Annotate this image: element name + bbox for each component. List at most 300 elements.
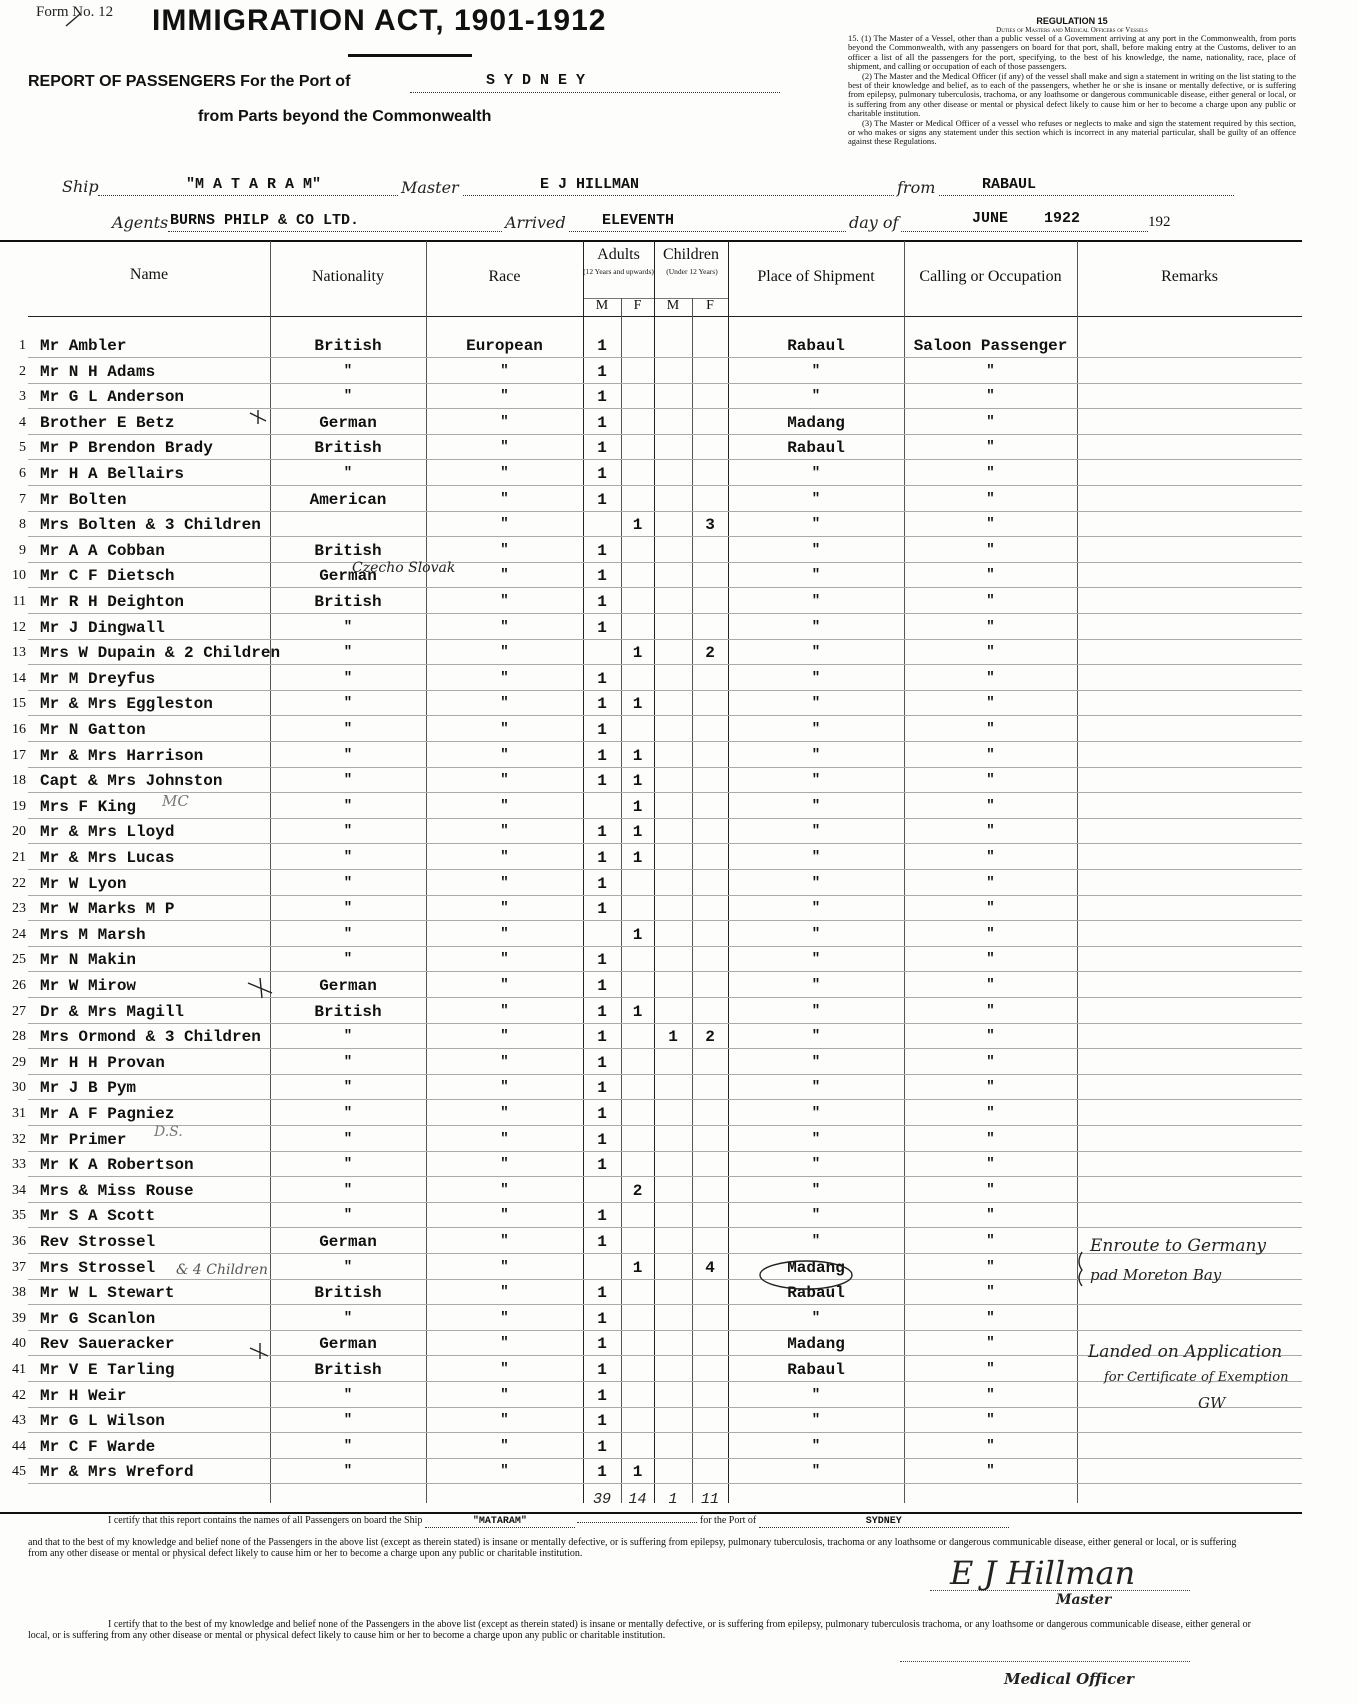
adult-male-count: 1 [597, 1361, 607, 1379]
place-of-shipment: " [811, 1309, 821, 1326]
passenger-nationality: British [314, 337, 382, 355]
calling-or-occupation: " [986, 849, 995, 865]
calling-or-occupation: " [986, 1335, 995, 1352]
passenger-race: " [500, 977, 509, 993]
passenger-race: " [500, 618, 509, 635]
brace-remark-36 [1079, 1252, 1082, 1286]
passenger-nationality: " [343, 618, 353, 635]
place-of-shipment: " [811, 1002, 821, 1019]
passenger-nationality: " [343, 849, 353, 865]
col-header-remarks: Remarks [1161, 268, 1218, 285]
passenger-name: Rev Saueracker [40, 1335, 175, 1354]
passenger-name: Capt & Mrs Johnston [40, 772, 223, 791]
row-number: 14 [12, 670, 26, 686]
place-of-shipment: " [811, 900, 821, 917]
passenger-name: Mr H Weir [40, 1386, 127, 1405]
adult-female-count: 1 [632, 695, 643, 714]
row-number: 39 [12, 1310, 26, 1326]
calling-or-occupation: " [986, 1412, 995, 1429]
remark-row-36: Enroute to Germany [1090, 1236, 1267, 1256]
passenger-name: Mr & Mrs Lloyd [40, 823, 175, 842]
passenger-name: Mr J B Pym [40, 1079, 137, 1098]
passenger-name: Mr A F Pagniez [40, 1105, 175, 1123]
passenger-name: Mr K A Robertson [40, 1156, 194, 1175]
annotation-row-32: D.S. [154, 1124, 183, 1140]
passenger-name: Mrs Strossel [40, 1258, 156, 1277]
row-number: 30 [12, 1080, 26, 1096]
adult-female-count: 1 [632, 925, 643, 944]
regulation-subtitle: Duties of Masters and Medical Officers of Vessels [996, 26, 1148, 34]
adult-male-count: 1 [597, 1079, 607, 1098]
place-of-shipment: " [811, 1233, 821, 1249]
from-value: RABAUL [982, 176, 1037, 193]
adult-male-count: 1 [597, 669, 607, 688]
passenger-name: Mr G L Wilson [40, 1412, 165, 1431]
col-header-race: Race [488, 268, 521, 285]
row-number: 18 [12, 773, 26, 789]
passenger-nationality: British [314, 439, 382, 458]
place-of-shipment: " [811, 465, 821, 481]
passenger-name: Mr W Marks M P [40, 900, 175, 919]
annotation-row-19: MC [162, 792, 189, 810]
col-header-children: Children [663, 246, 719, 263]
adult-male-count: 1 [597, 1437, 607, 1456]
passenger-name: Dr & Mrs Magill [40, 1002, 185, 1021]
place-of-shipment: Madang [787, 1258, 845, 1277]
row-number: 29 [12, 1054, 26, 1070]
passenger-nationality: " [343, 695, 353, 712]
agents-label: Agents [112, 213, 169, 232]
place-of-shipment: " [811, 746, 821, 763]
passenger-race: " [500, 900, 509, 917]
passenger-name: Mr R H Deighton [40, 593, 185, 611]
passenger-race: " [500, 1002, 509, 1019]
col-header-adults: Adults [597, 246, 640, 263]
medical-sign-label: Medical Officer [1004, 1670, 1134, 1688]
calling-or-occupation: " [986, 1233, 995, 1249]
row-number: 1 [19, 338, 26, 353]
passenger-nationality: " [343, 823, 353, 840]
passenger-name: Mr & Mrs Lucas [40, 849, 175, 867]
row-number: 15 [12, 696, 26, 712]
passenger-nationality: " [343, 1156, 353, 1173]
place-of-shipment: " [811, 618, 821, 635]
col-header-adults-sub: (12 Years and upwards) [583, 267, 654, 276]
row-number: 27 [12, 1003, 26, 1019]
adult-male-count: 1 [597, 951, 607, 970]
passenger-nationality: British [314, 1361, 382, 1379]
adult-female-count: 1 [632, 772, 643, 791]
calling-or-occupation: " [986, 772, 995, 789]
passenger-race: " [500, 823, 509, 840]
passenger-name: Mr C F Dietsch [40, 567, 175, 586]
month-year-value: JUNE 1922 [972, 210, 1081, 227]
medical-certification: I certify that to the best of my knowledge and belief none of the Passengers in the above list (except as therein stated) is insane or mentally defective, or is suffering from epilepsy, pulmonary tuberculosis trachoma, or any loathsome or dangerous communicable disease, either general or local, or is suffering from any other disease or mental or physical defect likely to cause him or her to become a charge upon any public or charitable institution. [28, 1619, 1251, 1641]
place-of-shipment: " [811, 1053, 821, 1070]
passenger-race: " [500, 1412, 509, 1429]
day-of-label: day of [846, 213, 901, 232]
calling-or-occupation: " [986, 721, 995, 737]
passenger-nationality: " [343, 1028, 353, 1045]
row-number: 34 [12, 1182, 26, 1198]
passenger-race: " [500, 1335, 509, 1352]
passenger-name: Mr Primer [40, 1130, 127, 1149]
calling-or-occupation: " [986, 1156, 995, 1173]
passenger-name: Mr J Dingwall [40, 618, 165, 637]
row-number: 4 [19, 414, 26, 430]
passenger-name: Mr S A Scott [40, 1207, 156, 1226]
passenger-race: " [500, 362, 509, 379]
passenger-race: " [500, 1437, 509, 1454]
total-adult-m: 39 [592, 1491, 611, 1508]
passenger-nationality: " [343, 1412, 353, 1429]
passenger-nationality: " [343, 1258, 353, 1275]
passenger-name: Mr Bolten [40, 490, 127, 509]
passenger-race: " [500, 541, 509, 558]
passenger-nationality: " [343, 1207, 353, 1224]
adult-male-count: 1 [597, 618, 607, 637]
passenger-name: Mr W L Stewart [40, 1284, 175, 1303]
circle-madang-row-37 [760, 1261, 852, 1289]
adult-female-count: 1 [632, 797, 643, 816]
calling-or-occupation: " [986, 1053, 995, 1070]
col-header-child-f: F [706, 298, 714, 313]
adult-male-count: 1 [597, 1233, 607, 1251]
calling-or-occupation: " [986, 1079, 995, 1096]
row-number: 8 [19, 517, 26, 533]
passenger-name: Mrs M Marsh [40, 925, 146, 944]
row-number: 32 [12, 1131, 26, 1147]
passenger-name: Mr M Dreyfus [40, 669, 156, 688]
calling-or-occupation: " [986, 388, 995, 405]
passenger-name: Mr Ambler [40, 337, 127, 355]
calling-or-occupation: " [986, 1284, 995, 1301]
passenger-race: " [500, 1207, 509, 1224]
tick-mark-form [66, 14, 80, 26]
calling-or-occupation: " [986, 925, 995, 942]
passenger-race: " [500, 874, 509, 891]
calling-or-occupation: " [986, 977, 995, 993]
passenger-name: Rev Strossel [40, 1233, 156, 1251]
passenger-race: " [500, 388, 509, 405]
place-of-shipment: " [811, 541, 821, 558]
adult-male-count: 1 [597, 1335, 607, 1354]
adult-male-count: 1 [597, 874, 607, 893]
place-of-shipment: " [811, 1130, 821, 1147]
calling-or-occupation: " [986, 1437, 995, 1454]
passenger-race: " [500, 644, 509, 661]
cross-mark-row-4 [250, 410, 266, 424]
calling-or-occupation: " [986, 362, 995, 379]
adult-male-count: 1 [597, 1412, 607, 1431]
adult-male-count: 1 [597, 900, 607, 919]
adult-male-count: 1 [597, 1105, 607, 1123]
passenger-nationality: " [343, 1463, 353, 1480]
report-label: REPORT OF PASSENGERS For the Port of [28, 73, 351, 90]
passenger-race: " [500, 1181, 509, 1198]
passenger-name: Mrs Ormond & 3 Children [40, 1028, 261, 1047]
row-number: 9 [19, 542, 26, 558]
adult-male-count: 1 [597, 721, 607, 739]
calling-or-occupation: " [986, 516, 995, 533]
calling-or-occupation: " [986, 1386, 995, 1403]
passenger-name: Mrs F King [40, 797, 137, 816]
passenger-nationality: " [343, 388, 353, 405]
col-header-calling: Calling or Occupation [919, 268, 1062, 285]
passenger-nationality: British [314, 1002, 382, 1021]
calling-or-occupation: " [986, 490, 995, 507]
passenger-name: Mr N Gatton [40, 721, 146, 739]
row-number: 36 [12, 1234, 26, 1249]
passenger-nationality: " [343, 465, 353, 481]
passenger-nationality: British [314, 541, 382, 560]
adult-female-count: 1 [632, 1463, 643, 1482]
calling-or-occupation: " [986, 695, 995, 712]
calling-or-occupation: " [986, 1181, 995, 1198]
col-header-adult-f: F [633, 298, 642, 313]
place-of-shipment: Rabaul [787, 337, 845, 355]
row-number: 22 [12, 875, 26, 891]
document-title: IMMIGRATION ACT, 1901-1912 [152, 4, 607, 37]
row-number: 35 [12, 1208, 26, 1224]
adult-female-count: 1 [632, 644, 643, 663]
arrived-label: Arrived [502, 213, 569, 232]
calling-or-occupation: " [986, 1258, 995, 1275]
passenger-nationality: " [343, 644, 353, 661]
adult-male-count: 1 [597, 1028, 607, 1047]
passenger-race: " [500, 490, 509, 507]
passenger-race: " [500, 746, 509, 763]
row-number: 40 [12, 1336, 26, 1352]
passenger-nationality: " [343, 874, 353, 891]
passenger-race: " [500, 1386, 509, 1403]
port-value: S Y D N E Y [486, 72, 586, 89]
passenger-race: " [500, 1284, 509, 1301]
calling-or-occupation: " [986, 669, 995, 686]
passenger-race: " [500, 1105, 509, 1121]
place-of-shipment: " [811, 593, 821, 609]
total-adult-f: 14 [628, 1491, 647, 1508]
regulation-para-1: 15. (1) The Master of a Vessel, other than a public vessel of a Government arriving at any port in the Commonwealth, from ports beyond the Commonwealth, with any passengers on board for that port, shall, before making entry at the Customs, deliver to an officer a list of all the passengers for the port, specifying, to the best of his knowledge, the name, nationality, race, place of shipment, and calling or occupation of each of those passengers. [848, 33, 1296, 72]
row-number: 28 [12, 1029, 26, 1045]
passenger-race: " [500, 567, 509, 584]
passenger-name: Mr & Mrs Eggleston [40, 695, 213, 714]
calling-or-occupation: " [986, 465, 995, 481]
passenger-race: " [500, 669, 509, 686]
place-of-shipment: Rabaul [787, 439, 845, 458]
passenger-race: " [500, 1028, 509, 1045]
agents-value: BURNS PHILP & CO LTD. [170, 212, 360, 229]
place-of-shipment: " [811, 388, 821, 405]
passenger-race: " [500, 1156, 509, 1173]
row-number: 43 [12, 1413, 26, 1429]
place-of-shipment: " [811, 1412, 821, 1429]
passenger-name: Mrs & Miss Rouse [40, 1181, 194, 1200]
cert1-ship: "MATARAM" [425, 1516, 575, 1528]
passenger-nationality: American [309, 490, 387, 509]
calling-or-occupation: " [986, 541, 995, 558]
passenger-nationality: " [343, 1079, 353, 1096]
passenger-nationality: German [319, 1335, 377, 1354]
regulation-para-2: (2) The Master and the Medical Officer (if any) of the vessel shall make and sign a statement in writing on the list stating to the best of their knowledge and belief, as to each of the passengers, whether he or she is insane or mentally defective, or is suffering from epilepsy, pulmonary tuberculosis, trachoma, or any loathsome or dangerous communicable disease, either general or local, or is suffering from any other disease or mental or physical defect likely to cause him or her to become a charge upon any public or charitable institution. [848, 70, 1296, 119]
col-header-child-m: M [666, 298, 680, 313]
arrived-value: ELEVENTH [602, 212, 675, 229]
row-number: 10 [12, 568, 26, 584]
row-number: 23 [12, 901, 26, 917]
cert1-text-b: for the Port of [699, 1515, 757, 1526]
place-of-shipment: Madang [787, 413, 845, 432]
row-number: 19 [12, 798, 26, 814]
adult-male-count: 1 [597, 439, 607, 458]
row-number: 25 [12, 952, 26, 968]
child-female-count: 2 [705, 644, 715, 663]
passenger-race: " [500, 721, 509, 737]
passenger-race: " [500, 925, 509, 942]
passenger-name: Mr G L Anderson [40, 388, 185, 407]
ship-value: "M A T A R A M" [186, 176, 322, 193]
row-number: 37 [12, 1259, 26, 1275]
adult-male-count: 1 [597, 1053, 607, 1072]
cross-mark-row-26 [248, 978, 272, 998]
row-number: 31 [12, 1106, 26, 1121]
passenger-nationality: German [319, 413, 377, 432]
passenger-name: Mr G Scanlon [40, 1309, 156, 1328]
passenger-race: " [500, 797, 509, 814]
adult-male-count: 1 [597, 1463, 607, 1482]
col-header-nationality: Nationality [312, 268, 384, 285]
passenger-nationality: British [314, 593, 382, 611]
passenger-race: " [500, 516, 509, 533]
calling-or-occupation: " [986, 874, 995, 891]
place-of-shipment: " [811, 1437, 821, 1454]
calling-or-occupation: " [986, 746, 995, 763]
passenger-name: Mr C F Warde [40, 1437, 156, 1456]
place-of-shipment: " [811, 669, 821, 686]
calling-or-occupation: " [986, 567, 995, 584]
adult-male-count: 1 [597, 593, 607, 611]
adult-male-count: 1 [597, 541, 607, 560]
place-of-shipment: " [811, 1181, 821, 1198]
master-certification [108, 1515, 1278, 1528]
row-number: 3 [19, 389, 26, 405]
from-label: from [894, 178, 938, 197]
adult-male-count: 1 [597, 772, 607, 791]
passenger-nationality: " [343, 1386, 353, 1403]
row-number: 5 [19, 440, 26, 456]
passenger-nationality: " [343, 797, 353, 814]
passenger-race: " [500, 1053, 509, 1070]
adult-male-count: 1 [597, 1156, 607, 1175]
passenger-race: " [500, 1258, 509, 1275]
place-of-shipment: " [811, 849, 821, 865]
passenger-nationality: British [314, 1284, 382, 1303]
calling-or-occupation: " [986, 1463, 995, 1480]
master-signature: E J Hillman [950, 1554, 1136, 1592]
passenger-name: Mr A A Cobban [40, 541, 165, 560]
calling-or-occupation: " [986, 1105, 995, 1121]
remark-row-37: pad Moreton Bay [1090, 1266, 1222, 1284]
calling-or-occupation: " [986, 1207, 995, 1224]
adult-female-count: 1 [632, 823, 643, 842]
report-subtitle: from Parts beyond the Commonwealth [198, 108, 492, 125]
master-value: E J HILLMAN [540, 176, 640, 193]
medical-signature-line [900, 1661, 1190, 1662]
place-of-shipment: " [811, 925, 821, 942]
passenger-race: " [500, 593, 509, 609]
total-child-f: 11 [700, 1491, 719, 1508]
adult-female-count: 1 [632, 516, 643, 535]
calling-or-occupation: " [986, 644, 995, 661]
passenger-name: Mrs Bolten & 3 Children [40, 516, 261, 535]
place-of-shipment: Rabaul [787, 1361, 845, 1379]
master-sign-label: Master [1056, 1592, 1112, 1608]
calling-or-occupation: " [986, 951, 995, 968]
row-number: 21 [12, 850, 26, 865]
remark-initials: GW [1198, 1394, 1226, 1412]
passenger-nationality: German [319, 567, 377, 586]
child-female-count: 4 [705, 1258, 715, 1277]
passenger-name: Mr W Lyon [40, 874, 127, 893]
passenger-race: " [500, 849, 509, 865]
place-of-shipment: " [811, 1463, 821, 1480]
col-header-place: Place of Shipment [757, 268, 875, 285]
calling-or-occupation: " [986, 823, 995, 840]
adult-male-count: 1 [597, 1130, 607, 1149]
passenger-nationality: " [343, 772, 353, 789]
passenger-race: European [466, 337, 543, 355]
cert1-port: SYDNEY [759, 1516, 1009, 1528]
passenger-name: Mr H A Bellairs [40, 465, 185, 483]
cert1-text-a: I certify that this report contains the names of all Passengers on board the Ship [108, 1515, 423, 1526]
regulation-para-3: (3) The Master or Medical Officer of a vessel who refuses or neglects to make and sign the statement required by this section, or who makes or signs any statement under this section which is incorrect in any material particular, shall be guilty of an offence against these Regulations. [848, 117, 1296, 147]
passenger-nationality: " [343, 900, 353, 917]
row-number: 20 [12, 824, 26, 840]
row-number: 24 [12, 926, 26, 942]
place-of-shipment: " [811, 567, 821, 584]
row-number: 38 [12, 1285, 26, 1301]
adult-female-count: 1 [632, 746, 643, 765]
row-number: 41 [12, 1362, 26, 1377]
place-of-shipment: " [811, 695, 821, 712]
calling-or-occupation: " [986, 1002, 995, 1019]
passenger-race: " [500, 439, 509, 456]
passenger-nationality: " [343, 721, 353, 737]
passenger-race: " [500, 1130, 509, 1147]
place-of-shipment: " [811, 1156, 821, 1173]
adult-male-count: 1 [597, 413, 607, 432]
adult-female-count: 2 [632, 1181, 643, 1200]
passenger-name: Mr & Mrs Wreford [40, 1463, 194, 1482]
calling-or-occupation: " [986, 1309, 995, 1326]
ship-label: Ship [62, 177, 99, 196]
passenger-name: Mr P Brendon Brady [40, 439, 213, 458]
place-of-shipment: " [811, 823, 821, 840]
place-of-shipment: " [811, 1079, 821, 1096]
row-number: 6 [19, 466, 26, 481]
annotation-row-37-children: & 4 Children [176, 1262, 268, 1278]
passenger-nationality: " [343, 746, 353, 763]
passenger-nationality: " [343, 925, 353, 942]
passenger-race: " [500, 951, 509, 968]
passenger-name: Mrs W Dupain & 2 Children [40, 644, 281, 663]
adult-male-count: 1 [597, 490, 607, 509]
place-of-shipment: " [811, 516, 821, 533]
passenger-name: Mr N Makin [40, 951, 137, 970]
calling-or-occupation: " [986, 797, 995, 814]
passenger-race: " [500, 1309, 509, 1326]
child-male-count: 1 [668, 1028, 678, 1047]
calling-or-occupation: " [986, 1028, 995, 1045]
